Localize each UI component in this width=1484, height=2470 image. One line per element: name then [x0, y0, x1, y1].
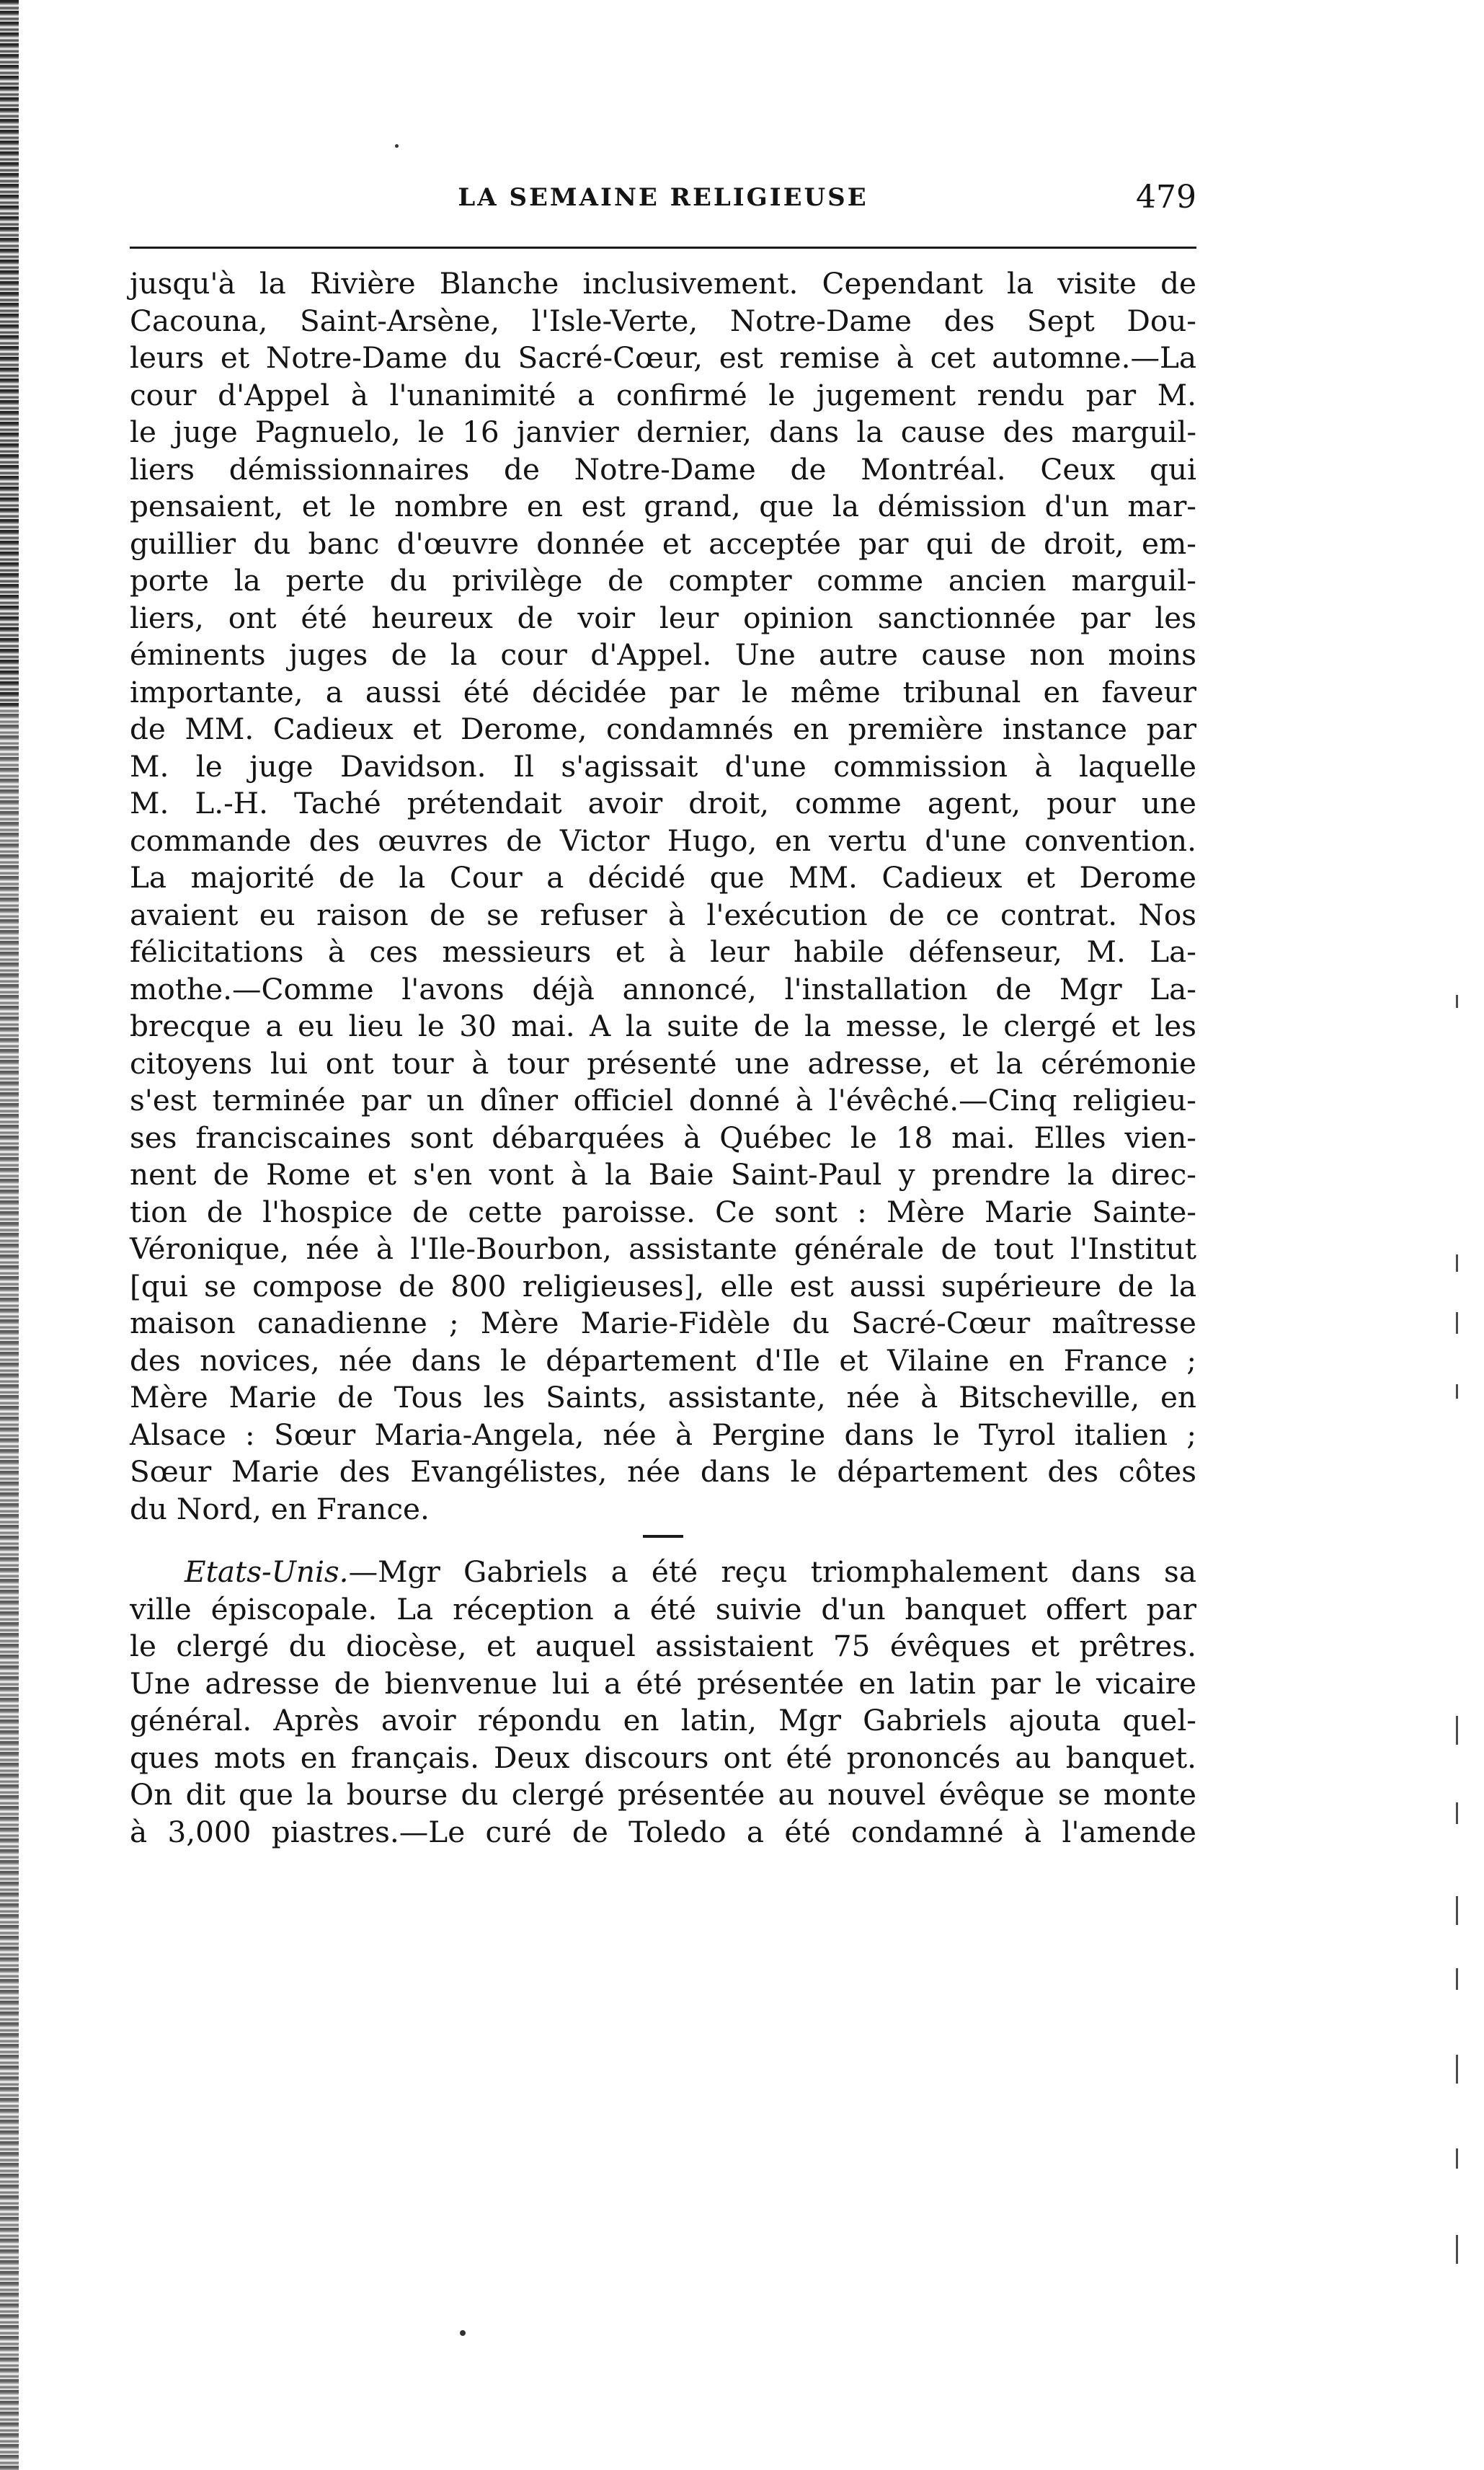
text-line: commande des œuvres de Victor Hugo, en vertu d'une convention.	[130, 823, 1196, 858]
margin-mark	[1456, 1312, 1458, 1334]
text-line: citoyens lui ont tour à tour présenté une adresse, et la cérémonie	[130, 1045, 1196, 1081]
binding-edge-dark	[0, 0, 19, 707]
margin-mark	[1456, 1802, 1458, 1824]
text-line: tion de l'hospice de cette paroisse. Ce sont : Mère Marie Sainte-	[130, 1194, 1196, 1229]
stray-dot	[395, 144, 399, 148]
text-line: liers démissionnaires de Notre-Dame de Montréal. Ceux qui	[130, 451, 1196, 487]
text-line: le clergé du diocèse, et auquel assistaient 75 évêques et prêtres.	[130, 1629, 1196, 1663]
text-line: éminents juges de la cour d'Appel. Une autre cause non moins	[130, 637, 1196, 672]
margin-mark	[1456, 2055, 1458, 2084]
margin-mark	[1456, 1968, 1458, 1990]
text-line: nent de Rome et s'en vont à la Baie Saint-Paul y prendre la direc-	[130, 1157, 1196, 1192]
margin-mark	[1456, 1254, 1458, 1272]
text-line: importante, a aussi été décidée par le même tribunal en faveur	[130, 674, 1196, 709]
text-line: à 3,000 piastres.—Le curé de Toledo a été condamné à l'amende	[130, 1814, 1196, 1849]
text-line: des novices, née dans le département d'Ile et Vilaine en France ;	[130, 1342, 1196, 1378]
stray-dot	[460, 2330, 466, 2336]
text-line: Alsace : Sœur Maria-Angela, née à Pergine dans le Tyrol italien ;	[130, 1417, 1196, 1452]
text-line: liers, ont été heureux de voir leur opinion sanctionnée par les	[130, 600, 1196, 635]
margin-mark	[1456, 2235, 1458, 2264]
text-line: le juge Pagnuelo, le 16 janvier dernier, dans la cause des marguil-	[130, 415, 1196, 449]
text-line: ville épiscopale. La réception a été suivie d'un banquet offert par	[130, 1591, 1196, 1626]
text-line: mothe.—Comme l'avons déjà annoncé, l'installation de Mgr La-	[130, 971, 1196, 1006]
text-line: de MM. Cadieux et Derome, condamnés en première instance par	[130, 712, 1196, 746]
text-line: M. le juge Davidson. Il s'agissait d'une commission à laquelle	[130, 748, 1196, 784]
text-line	[130, 1554, 1196, 1591]
paragraph-etats-unis	[130, 1554, 1196, 1851]
text-line: pensaient, et le nombre en est grand, que la démission d'un mar-	[130, 489, 1196, 523]
running-head	[130, 179, 1196, 222]
margin-mark	[1456, 1896, 1458, 1925]
text-line: Cacouna, Saint-Arsène, l'Isle-Verte, Notre-Dame des Sept Dou-	[130, 303, 1196, 338]
section-lead: Etats-Unis.	[185, 1554, 349, 1589]
header-rule	[130, 247, 1196, 249]
text-line: leurs et Notre-Dame du Sacré-Cœur, est remise à cet automne.—La	[130, 340, 1196, 375]
page-number: 479	[1136, 179, 1196, 216]
text-line: Une adresse de bienvenue lui a été présentée en latin par le vicaire	[130, 1665, 1196, 1701]
text-line: avaient eu raison de se refuser à l'exécution de ce contrat. Nos	[130, 897, 1196, 932]
text-line: maison canadienne ; Mère Marie-Fidèle du Sacré-Cœur maîtresse	[130, 1306, 1196, 1340]
text-line: du Nord, en France.	[130, 1491, 430, 1526]
text-line: brecque a eu lieu le 30 mai. A la suite de la messe, le clergé et les	[130, 1009, 1196, 1043]
margin-mark	[1456, 995, 1458, 1008]
text-line: Véronique, née à l'Ile-Bourbon, assistante générale de tout l'Institut	[130, 1231, 1196, 1266]
text-line: La majorité de la Cour a décidé que MM. Cadieux et Derome	[130, 860, 1196, 895]
running-title: LA SEMAINE RELIGIEUSE	[458, 183, 868, 212]
text-line: s'est terminée par un dîner officiel donné à l'évêché.—Cinq religieu-	[130, 1083, 1196, 1117]
text-line: porte la perte du privilège de compter comme ancien marguil-	[130, 563, 1196, 598]
text-line: ques mots en français. Deux discours ont été prononcés au banquet.	[130, 1740, 1196, 1775]
text-line: guillier du banc d'œuvre donnée et acceptée par qui de droit, em-	[130, 526, 1196, 561]
text-line: [qui se compose de 800 religieuses], elle est aussi supérieure de la	[130, 1268, 1196, 1303]
text-block	[130, 265, 1196, 1851]
text-line: On dit que la bourse du clergé présentée au nouvel évêque se monte	[130, 1777, 1196, 1812]
margin-mark	[1456, 1716, 1458, 1745]
text-line: jusqu'à la Rivière Blanche inclusivement. Cependant la visite de	[130, 266, 1196, 301]
text-line: M. L.-H. Taché prétendait avoir droit, comme agent, pour une	[130, 786, 1196, 820]
text-line: général. Après avoir répondu en latin, Mgr Gabriels ajouta quel-	[130, 1703, 1196, 1738]
text-line: ses franciscaines sont débarquées à Québec le 18 mai. Elles vien-	[130, 1120, 1196, 1155]
text-line: Sœur Marie des Evangélistes, née dans le département des côtes	[130, 1454, 1196, 1489]
text-line: félicitations à ces messieurs et à leur habile défenseur, M. La-	[130, 934, 1196, 969]
margin-mark	[1456, 1384, 1458, 1399]
paragraph-canada	[130, 265, 1196, 1528]
text-line: Mère Marie de Tous les Saints, assistante, née à Bitscheville, en	[130, 1380, 1196, 1415]
margin-marks	[1452, 995, 1462, 2365]
text-line-rest: —Mgr Gabriels a été reçu triomphalement dans sa	[348, 1554, 1196, 1589]
section-divider	[643, 1535, 683, 1538]
text-line: cour d'Appel à l'unanimité a confirmé le jugement rendu par M.	[130, 377, 1196, 412]
margin-mark	[1456, 2148, 1458, 2169]
